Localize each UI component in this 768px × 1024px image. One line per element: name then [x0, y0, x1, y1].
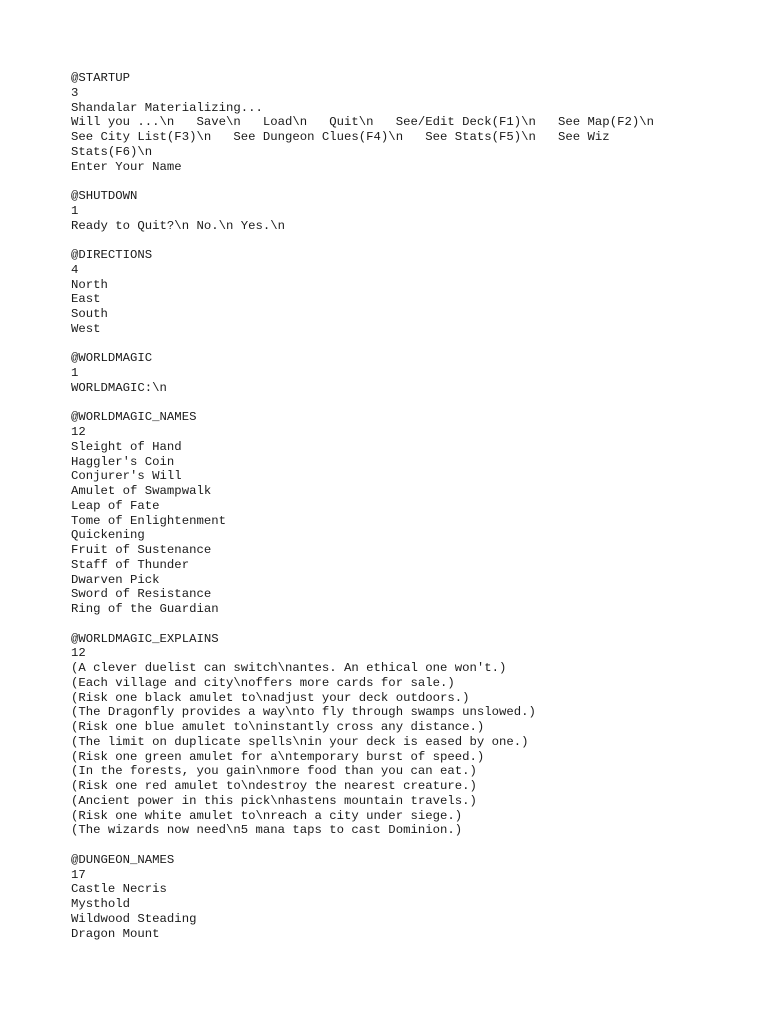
text-section: [71, 410, 751, 617]
section-header: @WORLDMAGIC_EXPLAINS: [71, 631, 219, 646]
text-line: Ready to Quit?\n No.\n Yes.\n: [71, 218, 286, 233]
text-line: Staff of Thunder: [71, 557, 190, 572]
text-line: Dwarven Pick: [71, 572, 160, 587]
blank-line: [71, 174, 751, 189]
section-header: @STARTUP: [71, 71, 131, 85]
text-line: (Each village and city\noffers more cards for sale.): [71, 675, 455, 690]
text-line: North: [71, 277, 108, 292]
text-line: Mysthold: [71, 897, 131, 911]
text-section: [71, 189, 751, 233]
text-line: (The Dragonfly provides a way\nto fly through swamps unslowed.): [71, 705, 536, 720]
text-line: West: [71, 321, 101, 336]
text-line: (A clever duelist can switch\nantes. An ethical one won't.): [71, 661, 507, 675]
text-line: Wildwood Steading: [71, 911, 197, 926]
text-line: Enter Your Name: [71, 159, 182, 174]
section-header: @SHUTDOWN: [71, 189, 138, 203]
text-line: Sleight of Hand: [71, 439, 182, 454]
text-line: (The limit on duplicate spells\nin your deck is eased by one.): [71, 734, 529, 749]
document-page: [71, 71, 751, 941]
section-count: 4: [71, 262, 79, 277]
section-header: @WORLDMAGIC_NAMES: [71, 410, 197, 425]
text-line: (Ancient power in this pick\nhastens mountain travels.): [71, 793, 477, 808]
text-line: East: [71, 292, 101, 307]
section-count: 1: [71, 366, 79, 380]
section-count: 3: [71, 85, 79, 100]
text-line: Amulet of Swampwalk: [71, 484, 212, 498]
section-header: @WORLDMAGIC: [71, 351, 153, 366]
text-section: [71, 71, 751, 174]
text-line: (The wizards now need\n5 mana taps to cast Dominion.): [71, 823, 463, 838]
text-line: See City List(F3)\n See Dungeon Clues(F4)\n See Stats(F5)\n See Wiz: [71, 130, 610, 144]
text-line: (Risk one black amulet to\nadjust your deck outdoors.): [71, 690, 470, 705]
text-line: (Risk one green amulet for a\ntemporary burst of speed.): [71, 749, 485, 764]
text-line: Will you ...\n Save\n Load\n Quit\n See/Edit Deck(F1)\n See Map(F2)\n: [71, 115, 654, 130]
text-line: Sword of Resistance: [71, 587, 212, 602]
text-line: Conjurer's Will: [71, 469, 182, 484]
text-line: Stats(F6)\n: [71, 144, 153, 159]
text-line: Shandalar Materializing...: [71, 100, 263, 115]
section-count: 12: [71, 646, 86, 661]
text-line: WORLDMAGIC:\n: [71, 380, 167, 395]
text-line: South: [71, 307, 108, 321]
text-line: Castle Necris: [71, 882, 167, 897]
text-line: Fruit of Sustenance: [71, 543, 212, 557]
blank-line: [71, 838, 751, 853]
text-line: Ring of the Guardian: [71, 602, 219, 616]
section-count: 17: [71, 867, 86, 882]
section-header: @DUNGEON_NAMES: [71, 852, 175, 867]
text-section: [71, 248, 751, 337]
text-line: Quickening: [71, 528, 145, 543]
text-section: [71, 853, 751, 942]
text-line: (Risk one white amulet to\nreach a city under siege.): [71, 808, 463, 823]
blank-line: [71, 617, 751, 632]
blank-line: [71, 396, 751, 411]
blank-line: [71, 337, 751, 352]
text-line: Haggler's Coin: [71, 454, 175, 469]
text-line: (Risk one blue amulet to\ninstantly cross any distance.): [71, 720, 485, 734]
text-section: [71, 351, 751, 395]
section-header: @DIRECTIONS: [71, 248, 153, 262]
text-line: Tome of Enlightenment: [71, 513, 226, 528]
section-count: 1: [71, 203, 79, 218]
text-line: (In the forests, you gain\nmore food than you can eat.): [71, 764, 477, 779]
text-line: (Risk one red amulet to\ndestroy the nearest creature.): [71, 779, 477, 793]
text-line: Leap of Fate: [71, 498, 160, 513]
text-line: Dragon Mount: [71, 926, 160, 941]
blank-line: [71, 233, 751, 248]
section-count: 12: [71, 425, 86, 439]
text-section: [71, 632, 751, 839]
